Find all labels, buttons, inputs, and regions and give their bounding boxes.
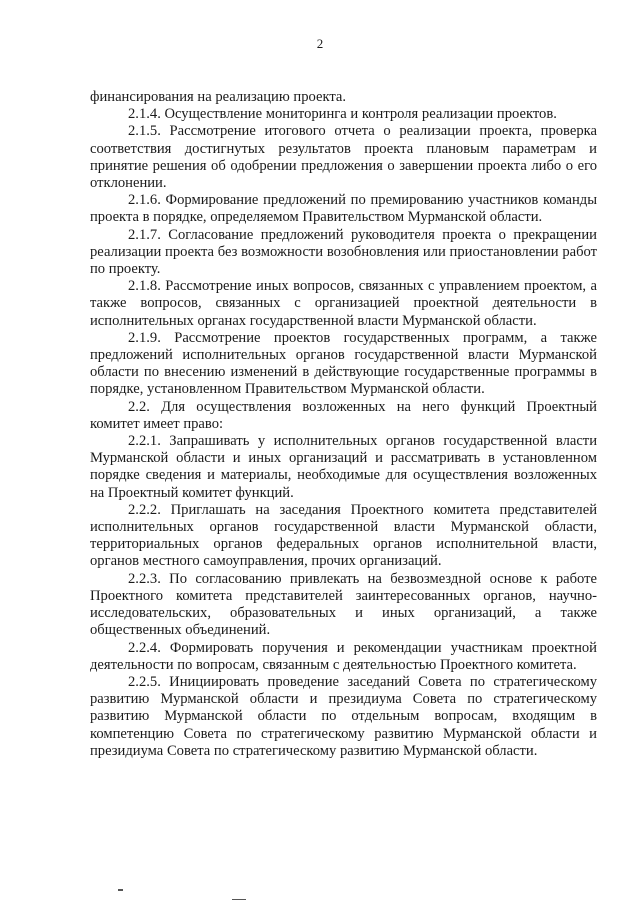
paragraph-2-1-4: 2.1.4. Осуществление мониторинга и контроля реализации проектов.	[128, 106, 557, 123]
paragraph-2-2: 2.2. Для осуществления возложенных на него функций Проектный комитет имеет право:	[90, 398, 597, 432]
paragraph-2-1-8: 2.1.8. Рассмотрение иных вопросов, связанных с управлением проектом, а также вопросов, связанных с организацией проектной деятельности в исполнительных органах государственной власти Мурманской области.	[90, 278, 597, 329]
scan-mark-left	[118, 889, 123, 891]
paragraph-2-1-9: 2.1.9. Рассмотрение проектов государственных программ, а также предложений исполнительных органов государственной власти Мурманской области по внесению изменений в действующие государственные программы в порядке, установленном Правительством Мурманской области.	[90, 329, 597, 398]
paragraph-2-1-5: 2.1.5. Рассмотрение итогового отчета о реализации проекта, проверка соответствия достигнутых результатов проекта плановым параметрам и принятие решения об одобрении предложения о завершении проекта либо о его отклонении.	[90, 123, 597, 192]
paragraph-2-2-5: 2.2.5. Инициировать проведение заседаний Совета по стратегическому развитию Мурманской области и президиума Совета по стратегическому развитию Мурманской области по отдельным вопросам, входящим в компетенцию Совета по стратегическому развитию Мурманской области и президиума Совета по стратегическому развитию Мурманской области.	[90, 673, 597, 759]
scan-mark-center	[232, 899, 246, 900]
paragraph-continuation: финансирования на реализацию проекта.	[90, 89, 347, 105]
paragraph-2-2-2: 2.2.2. Приглашать на заседания Проектного комитета представителей исполнительных органов государственной власти Мурманской области, территориальных органов федеральных органов исполнительной власти, органов местного самоуправления, прочих организаций.	[90, 501, 597, 570]
paragraph-2-1-7: 2.1.7. Согласование предложений руководителя проекта о прекращении реализации проекта без возможности возобновления или приостановлении работ по проекту.	[90, 226, 597, 278]
document-body	[90, 89, 597, 760]
paragraph-2-2-1: 2.2.1. Запрашивать у исполнительных органов государственной власти Мурманской области и иных организаций и рассматривать в установленном порядке сведения и материалы, необходимые для осуществления возложенных на Проектный комитет функций.	[90, 433, 597, 501]
page-number: 2	[316, 36, 324, 51]
paragraph-2-1-6: 2.1.6. Формирование предложений по премированию участников команды проекта в порядке, определяемом Правительством Мурманской области.	[90, 192, 597, 226]
paragraph-2-2-4: 2.2.4. Формировать поручения и рекомендации участникам проектной деятельности по вопросам, связанным с деятельностью Проектного комитета.	[90, 639, 597, 673]
paragraph-2-2-3: 2.2.3. По согласованию привлекать на безвозмездной основе к работе Проектного комитета представителей заинтересованных органов, научно-исследовательских, образовательных и иных организаций, а также общественных объединений.	[90, 570, 597, 639]
